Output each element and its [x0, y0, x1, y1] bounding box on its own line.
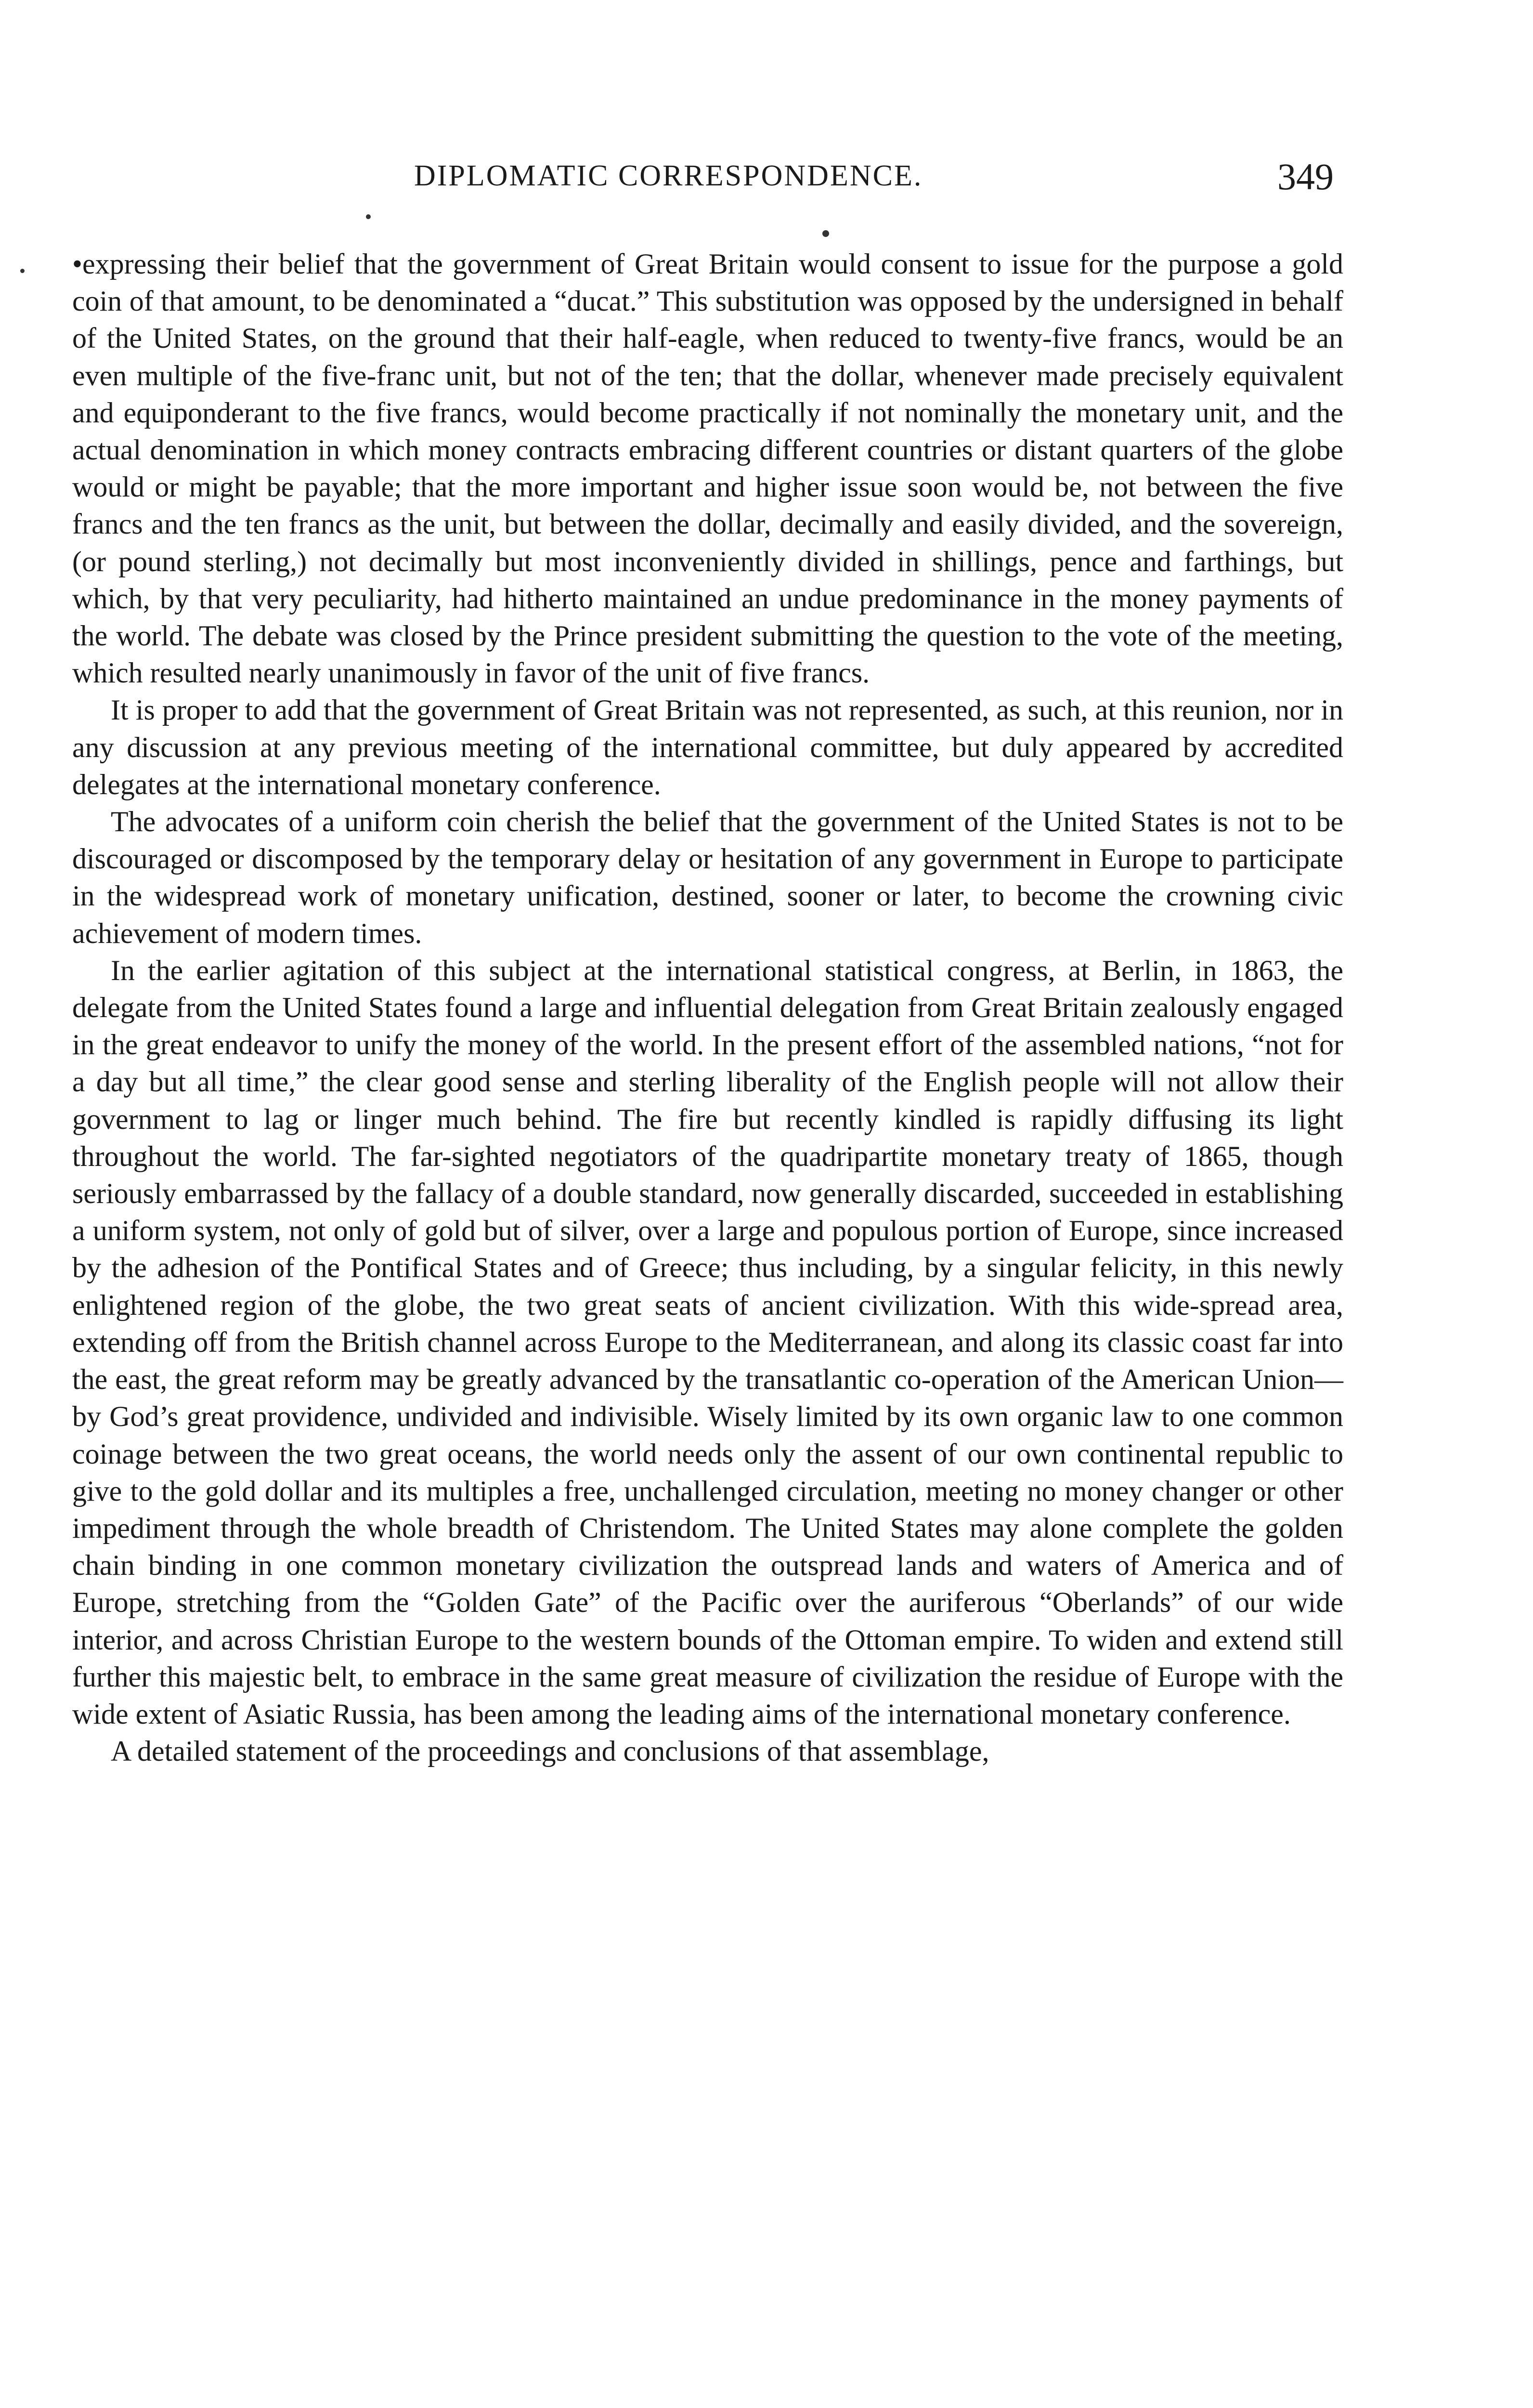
paragraph-4: In the earlier agitation of this subject at the international statistical congress, at Berlin, in 1863, the delegate from the United States found a large and influential delegation from Great Britain zealously engaged in the great endeavor to unify the money of the world. In the present effort of the assembled nations, “not for a day but all time,” the clear good sense and sterling liberality of the English people will not allow their government to lag or linger much behind. The fire but recently kindled is rapidly diffusing its light throughout the world. The far-sighted negotiators of the quadripartite monetary treaty of 1865, though seriously embarrassed by the fallacy of a double standard, now generally discarded, succeeded in establishing a uniform system, not only of gold but of silver, over a large and populous portion of Europe, since increased by the adhesion of the Pontifical States and of Greece; thus including, by a singular felicity, in this newly enlightened region of the globe, the two great seats of ancient civilization. With this wide-spread area, extending off from the British channel across Europe to the Mediterranean, and along its classic coast far into the east, the great reform may be greatly advanced by the transatlantic co-operation of the American Union—by God’s great providence, undivided and indivisible. Wisely limited by its own organic law to one common coinage between the two great oceans, the world needs only the assent of our own continental republic to give to the gold dollar and its multiples a free, unchallenged circulation, meeting no money changer or other impediment through the whole breadth of Christendom. The United States may alone complete the golden chain binding in one common monetary civilization the outspread lands and waters of America and of Europe, stretching from the “Golden Gate” of the Pacific over the auriferous “Oberlands” of our wide interior, and across Christian Europe to the western bounds of the Ottoman empire. To widen and extend still further this majestic belt, to embrace in the same great measure of civilization the residue of Europe with the wide extent of Asiatic Russia, has been among the leading aims of the international monetary conference.	[72, 954, 1343, 1730]
ink-speck	[20, 269, 25, 273]
running-title: DIPLOMATIC CORRESPONDENCE.	[414, 159, 923, 192]
paragraph-2: It is proper to add that the government of Great Britain was not represented, as such, at this reunion, nor in any discussion at any previous meeting of the international committee, but duly appeared by accredited delegates at the international monetary conference.	[72, 694, 1343, 800]
ink-speck	[366, 214, 371, 219]
paragraph-3: The advocates of a uniform coin cherish the belief that the government of the United States is not to be discouraged or discomposed by the temporary delay or hesitation of any government in Europe to participate in the widespread work of monetary unification, destined, sooner or later, to become the crowning civic achievement of modern times.	[72, 806, 1343, 949]
ink-speck	[822, 230, 829, 237]
body-text	[72, 246, 1343, 1770]
page-number: 349	[1277, 156, 1334, 197]
paragraph-1: •expressing their belief that the government of Great Britain would consent to issue for the purpose a gold coin of that amount, to be denominated a “ducat.” This substitution was opposed by the undersigned in behalf of the United States, on the ground that their half-eagle, when reduced to twenty-five francs, would be an even multiple of the five-franc unit, but not of the ten; that the dollar, whenever made precisely equivalent and equiponderant to the five francs, would become practically if not nominally the monetary unit, and the actual denomination in which money contracts embracing different countries or distant quarters of the globe would or might be payable; that the more important and higher issue soon would be, not between the five francs and the ten francs as the unit, but between the dollar, decimally and easily divided, and the sovereign, (or pound sterling,) not decimally but most inconveniently divided in shillings, pence and farthings, but which, by that very peculiarity, had hitherto maintained an undue predominance in the money payments of the world. The debate was closed by the Prince president submitting the question to the vote of the meeting, which resulted nearly unanimously in favor of the unit of five francs.	[72, 248, 1343, 689]
page-header	[77, 156, 1334, 212]
paragraph-5: A detailed statement of the proceedings and conclusions of that assemblage,	[111, 1735, 989, 1767]
